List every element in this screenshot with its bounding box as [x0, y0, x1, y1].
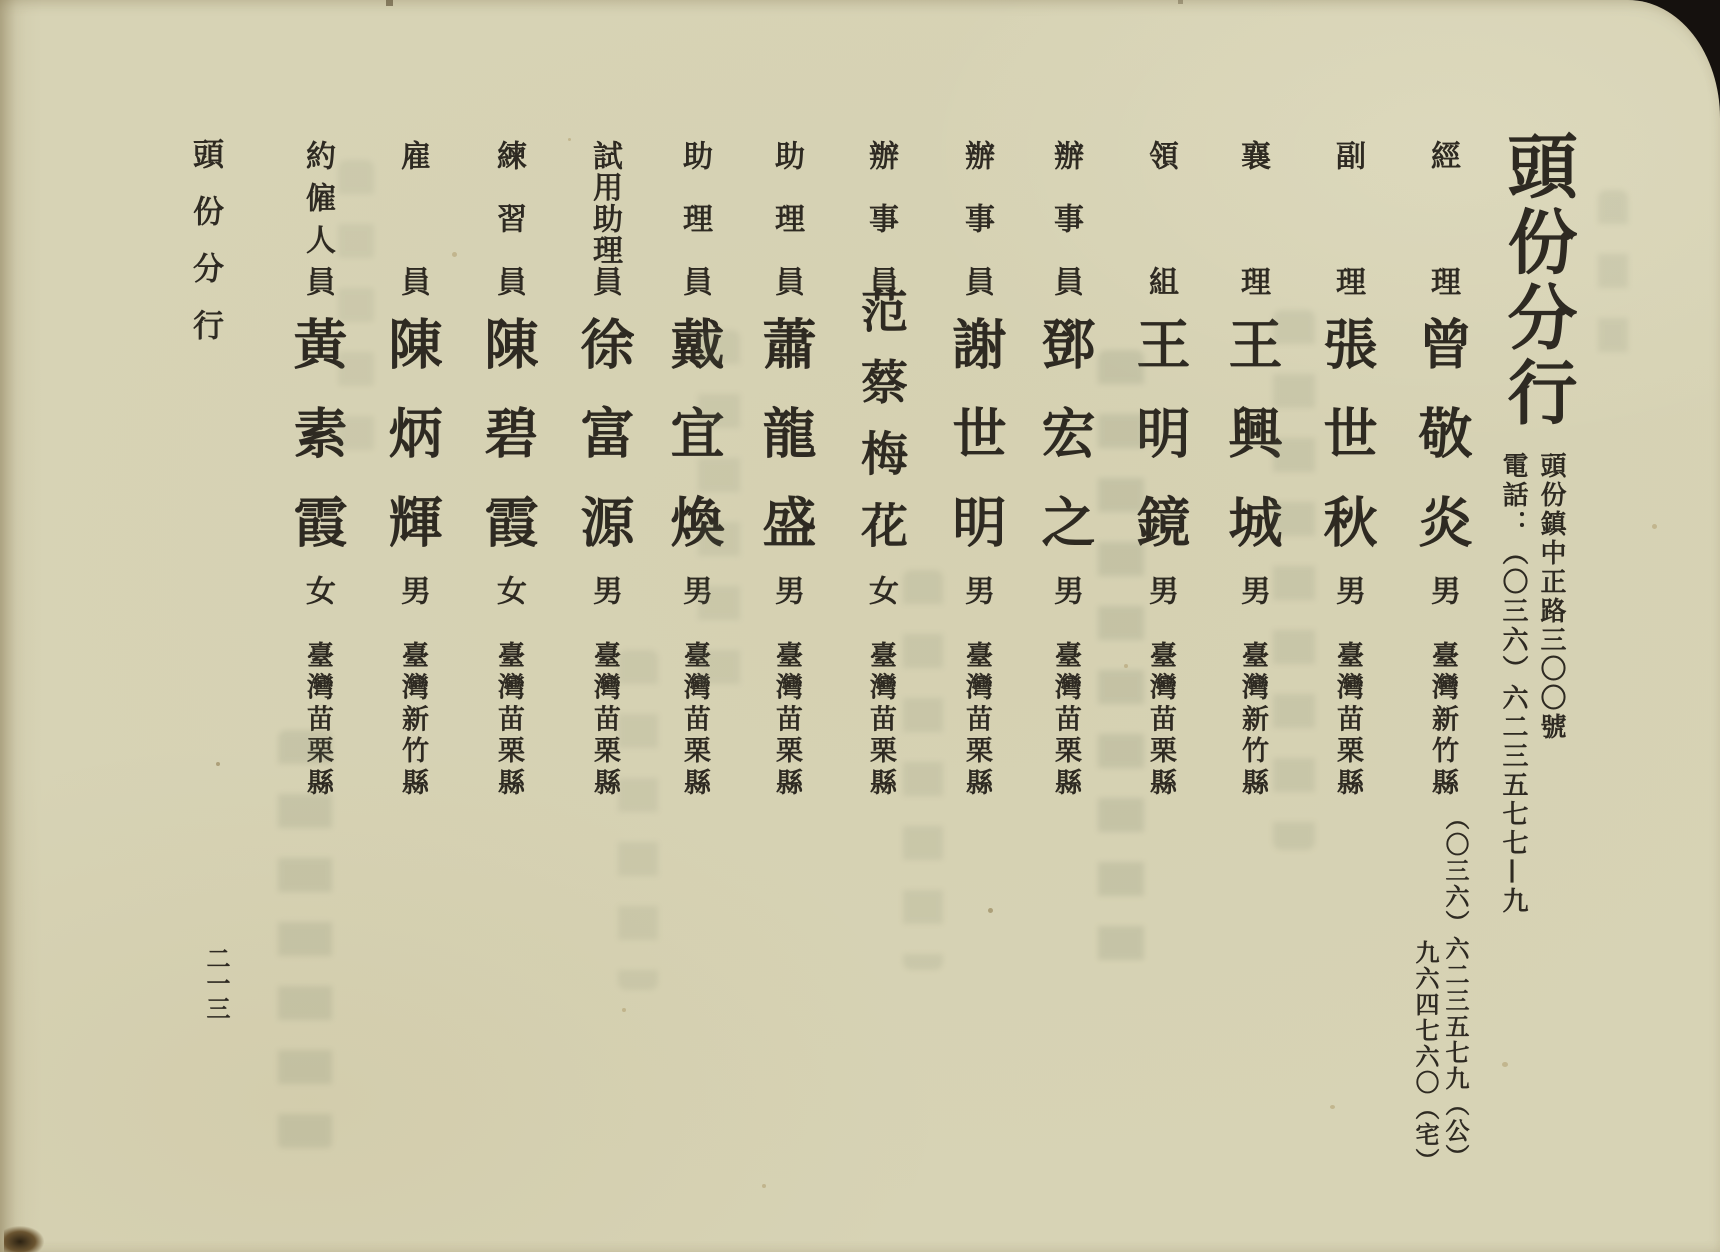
origin-label: 臺灣新竹縣 — [1427, 641, 1458, 795]
paper-speck — [1652, 524, 1657, 529]
staff-name: 陳碧霞 — [476, 316, 540, 548]
gender-label: 男 — [769, 575, 804, 605]
origin-label: 臺灣苗栗縣 — [1332, 641, 1363, 795]
staff-name: 謝世明 — [944, 316, 1008, 548]
paper-speck — [452, 252, 457, 257]
gender-label: 女 — [863, 575, 898, 605]
staff-name: 徐富源 — [572, 316, 636, 548]
bleedthrough-mark — [698, 330, 740, 700]
origin-label: 臺灣苗栗縣 — [771, 641, 802, 795]
staff-column-8 — [754, 140, 818, 1200]
origin-label: 臺灣苗栗縣 — [1145, 641, 1176, 795]
gender-label: 男 — [587, 575, 622, 605]
role-label: 領組 — [1143, 140, 1178, 296]
role-label: 助理員 — [769, 140, 804, 296]
staff-column-6 — [944, 140, 1008, 1200]
role-label: 襄理 — [1235, 140, 1270, 296]
gender-label: 男 — [1143, 575, 1178, 605]
origin-label: 臺灣苗栗縣 — [302, 641, 333, 795]
gender-label: 男 — [1425, 575, 1460, 605]
role-label: 試用助理員 — [587, 140, 622, 296]
staff-name: 黃素霞 — [285, 316, 349, 548]
staff-name: 陳炳輝 — [380, 316, 444, 548]
role-label: 辦事員 — [959, 140, 994, 296]
origin-label: 臺灣苗栗縣 — [493, 641, 524, 795]
running-title: 頭份分行 — [187, 138, 223, 340]
gender-label: 女 — [491, 575, 526, 605]
gender-label: 男 — [959, 575, 994, 605]
ink-blotch — [4, 1226, 44, 1252]
gender-label: 男 — [1235, 575, 1270, 605]
origin-label: 臺灣苗栗縣 — [589, 641, 620, 795]
role-label: 練習員 — [491, 140, 526, 296]
staff-column-11 — [476, 140, 540, 1200]
branch-address: 頭份鎮中正路三〇〇號 — [1536, 452, 1566, 742]
staff-column-5 — [1033, 140, 1097, 1200]
bleedthrough-mark — [618, 650, 658, 990]
staff-name: 張世秋 — [1315, 316, 1379, 548]
origin-label: 臺灣苗栗縣 — [679, 641, 710, 795]
origin-label: 臺灣苗栗縣 — [1050, 641, 1081, 795]
gender-label: 男 — [1048, 575, 1083, 605]
staff-name: 王興城 — [1220, 316, 1284, 548]
bleedthrough-mark — [1598, 190, 1628, 380]
paper-speck — [988, 908, 993, 913]
bleedthrough-mark — [903, 570, 943, 970]
origin-label: 臺灣新竹縣 — [397, 641, 428, 795]
origin-label: 臺灣新竹縣 — [1237, 641, 1268, 795]
paper-speck — [762, 1184, 766, 1188]
staff-name: 鄧宏之 — [1033, 316, 1097, 548]
staff-name: 曾敬炎 — [1410, 316, 1474, 548]
bleedthrough-mark — [1273, 310, 1315, 850]
branch-title: 頭份分行 — [1496, 130, 1579, 426]
paper-speck — [1502, 1062, 1508, 1067]
staff-name: 范蔡梅花 — [853, 286, 908, 548]
bleedthrough-mark — [278, 730, 332, 1150]
bleedthrough-mark — [338, 160, 374, 460]
edge-mark — [1178, 0, 1183, 4]
edge-mark — [386, 0, 393, 6]
role-label: 副理 — [1330, 140, 1365, 296]
role-label: 辦事員 — [863, 140, 898, 296]
gender-label: 女 — [300, 575, 335, 605]
paper-speck — [568, 138, 571, 141]
gender-label: 男 — [395, 575, 430, 605]
paper-speck — [1330, 1105, 1335, 1109]
branch-contact-block — [1494, 452, 1570, 944]
paper-speck — [622, 1008, 626, 1012]
branch-phone: 電話：（〇三六）六二三五七七—九 — [1498, 452, 1528, 916]
role-label: 約僱人員 — [300, 140, 335, 296]
paper-speck — [1124, 664, 1128, 668]
origin-label: 臺灣苗栗縣 — [961, 641, 992, 795]
staff-column-7 — [853, 140, 907, 1200]
gender-label: 男 — [1330, 575, 1365, 605]
manager-phone-block — [1410, 806, 1470, 1246]
staff-name: 蕭龍盛 — [754, 316, 818, 548]
role-label: 經理 — [1425, 140, 1460, 296]
origin-label: 臺灣苗栗縣 — [865, 641, 896, 795]
staff-column-12 — [380, 140, 444, 1200]
manager-phone-home: 九六四七六〇（宅） — [1411, 940, 1440, 1174]
staff-column-2 — [1315, 140, 1379, 1200]
staff-column-3 — [1220, 140, 1284, 1200]
bleedthrough-mark — [1098, 350, 1144, 970]
page-number: 二一三 — [202, 946, 231, 1021]
role-label: 辦事員 — [1048, 140, 1083, 296]
manager-phone-office: （〇三六）六二三五七九（公） — [1441, 806, 1470, 1170]
gender-label: 男 — [677, 575, 712, 605]
paper-speck — [216, 762, 220, 766]
staff-name: 戴宜煥 — [662, 316, 726, 548]
role-label: 雇員 — [395, 140, 430, 296]
staff-name: 王明鏡 — [1128, 316, 1192, 548]
role-label: 助理員 — [677, 140, 712, 296]
